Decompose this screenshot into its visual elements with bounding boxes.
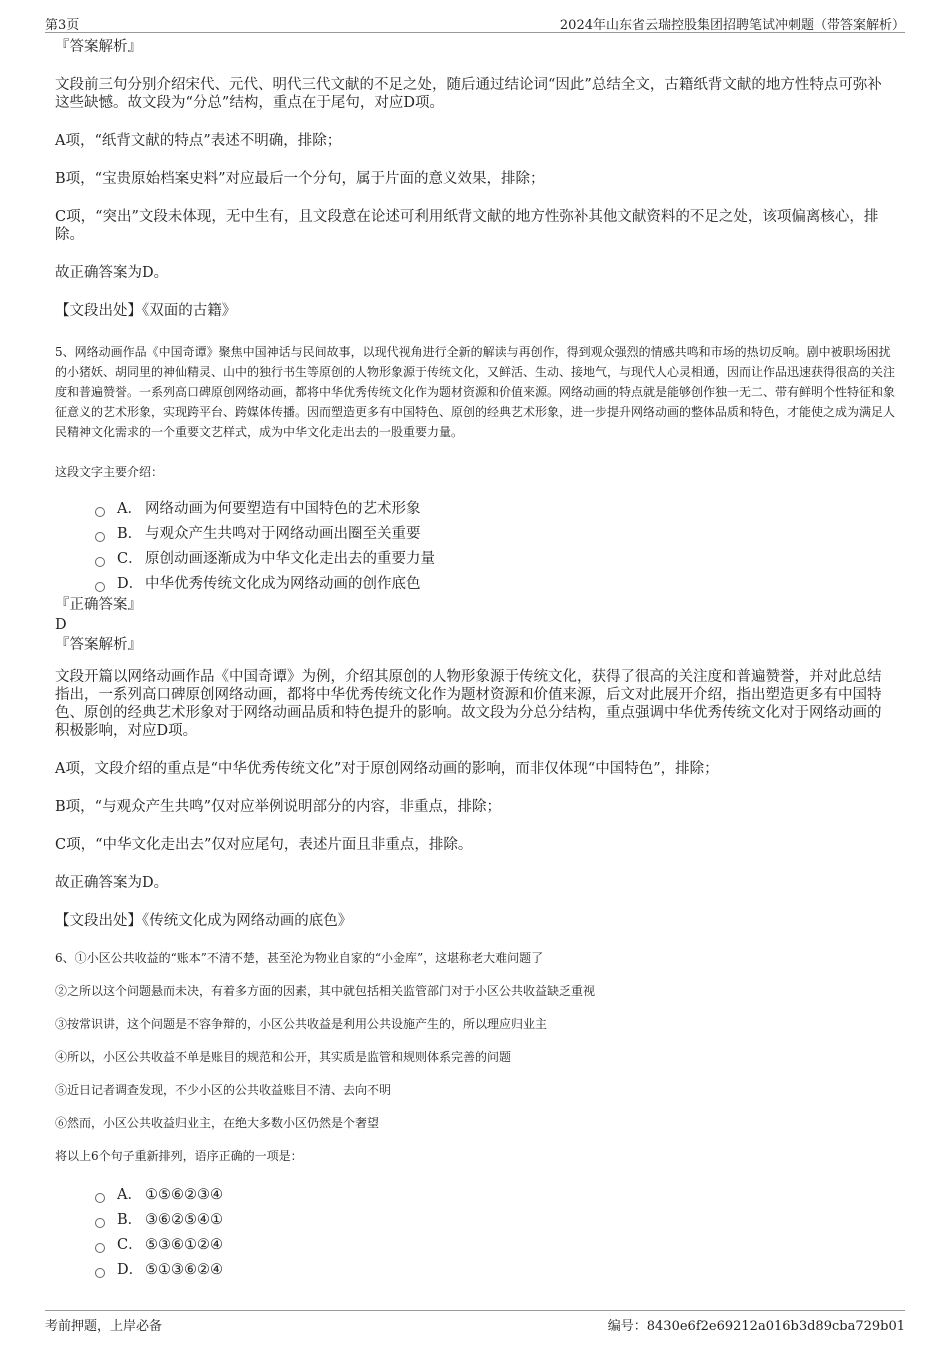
q5-option-b-note: B项，“与观众产生共鸣”仅对应举例说明部分的内容，非重点，排除； [55, 799, 501, 815]
radio-icon[interactable] [95, 1218, 105, 1228]
q5-option-a-note: A项，文段介绍的重点是“中华优秀传统文化”对于原创网络动画的影响，而非仅体现“中国特色”，排除； [55, 761, 719, 777]
q5-answer: D [55, 617, 67, 633]
q5-option-d[interactable]: D． 中华优秀传统文化成为网络动画的创作底色 [95, 575, 895, 593]
page-content [55, 38, 895, 1286]
document-id: 编号：8430e6f2e69212a016b3d89cba729b01 [607, 1319, 905, 1334]
q4-option-b-note: B项，“宝贵原始档案史料”对应最后一个分句，属于片面的意义效果，排除； [55, 171, 545, 187]
q6-sentence-5: ⑤近日记者调查发现，不少小区的公共收益账目不清、去向不明 [55, 1083, 392, 1097]
q6-sentence-6: ⑥然而，小区公共收益归业主，在绝大多数小区仍然是个奢望 [55, 1116, 380, 1130]
q4-option-a-note: A项，“纸背文献的特点”表述不明确，排除； [55, 133, 342, 149]
q5-options [95, 500, 895, 593]
q5-analysis-label: 『答案解析』 [55, 637, 142, 653]
q5-source: 【文段出处】《传统文化成为网络动画的底色》 [55, 913, 353, 929]
radio-icon[interactable] [95, 1193, 105, 1203]
q5-option-c[interactable]: C． 原创动画逐渐成为中华文化走出去的重要力量 [95, 550, 895, 568]
q4-source: 【文段出处】《双面的古籍》 [55, 303, 237, 319]
q5-option-a[interactable]: A． 网络动画为何要塑造有中国特色的艺术形象 [95, 500, 895, 518]
q6-sentence-4: ④所以，小区公共收益不单是账目的规范和公开，其实质是监管和规则体系完善的问题 [55, 1050, 512, 1064]
q4-analysis: 文段前三句分别介绍宋代、元代、明代三代文献的不足之处，随后通过结论词“因此”总结全文，古籍纸背文献的地方性特点可弥补这些缺憾。故文段为“分总”结构，重点在于尾句，对应D项。 [55, 77, 882, 111]
q5-conclusion: 故正确答案为D。 [55, 875, 169, 891]
radio-icon[interactable] [95, 1243, 105, 1253]
q6-option-d[interactable]: D． ⑤①③⑥②④ [95, 1261, 895, 1279]
page-header [45, 14, 905, 33]
radio-icon[interactable] [95, 532, 105, 542]
q6-sentence-3: ③按常识讲，这个问题是不容争辩的，小区公共收益是利用公共设施产生的，所以理应归业主 [55, 1017, 548, 1031]
page-number: 第3页 [45, 18, 80, 33]
q5-analysis: 文段开篇以网络动画作品《中国奇谭》为例，介绍其原创的人物形象源于传统文化，获得了很高的关注度和普遍赞誉，并对此总结指出，一系列高口碑原创网络动画，都将中华优秀传统文化作为题材资源和价值来源，后文对此展开介绍，指出塑造更多有中国特色、原创的经典艺术形象对于网络动画品质和特色提升的影响。故文段为分总分结构，重点强调中华优秀传统文化对于网络动画的积极影响，对应D项。 [55, 669, 882, 739]
q6-option-c[interactable]: C． ⑤③⑥①②④ [95, 1236, 895, 1254]
q6-sentence-2: ②之所以这个问题悬而未决，有着多方面的因素，其中就包括相关监管部门对于小区公共收益缺乏重视 [55, 984, 596, 998]
q5-option-b[interactable]: B． 与观众产生共鸣对于网络动画出圈至关重要 [95, 525, 895, 543]
q5-answer-label: 『正确答案』 [55, 597, 142, 613]
q6-option-b[interactable]: B． ③⑥②⑤④① [95, 1211, 895, 1229]
q4-conclusion: 故正确答案为D。 [55, 265, 169, 281]
radio-icon[interactable] [95, 1268, 105, 1278]
q4-option-c-note: C项，“突出”文段未体现，无中生有，且文段意在论述可利用纸背文献的地方性弥补其他文献资料的不足之处，该项偏离核心，排除。 [55, 209, 879, 243]
radio-icon[interactable] [95, 582, 105, 592]
q5-prompt: 这段文字主要介绍： [55, 465, 164, 479]
page-footer [45, 1310, 905, 1334]
q5-option-c-note: C项，“中华文化走出去”仅对应尾句，表述片面且非重点，排除。 [55, 837, 473, 853]
document-title: 2024年山东省云瑞控股集团招聘笔试冲刺题（带答案解析） [559, 18, 905, 33]
q4-analysis-label: 『答案解析』 [55, 39, 142, 55]
q5-stem: 5、网络动画作品《中国奇谭》聚焦中国神话与民间故事，以现代视角进行全新的解读与再创作，得到观众强烈的情感共鸣和市场的热切反响。剧中被职场困扰的小猪妖、胡同里的神仙精灵、山中的独行书生等原创的人物形象源于传统文化，又鲜活、生动、接地气，与现代人心灵相通，因而让作品迅速获得很高的关注度和普遍赞誉。一系列高口碑原创网络动画，都将中华优秀传统文化作为题材资源和价值来源。网络动画的特点就是能够创作独一无二、带有鲜明个性特征和象征意义的艺术形象，实现跨平台、跨媒体传播。因而塑造更多有中国特色、原创的经典艺术形象，进一步提升网络动画的整体品质和特色，才能使之成为满足人民精神文化需求的一个重要文艺样式，成为中华文化走出去的一股重要力量。 [55, 345, 896, 439]
radio-icon[interactable] [95, 557, 105, 567]
footer-slogan: 考前押题，上岸必备 [45, 1319, 163, 1334]
q6-sentence-1: 6、①小区公共收益的“账本”不清不楚，甚至沦为物业自家的“小金库”，这堪称老大难问题了 [55, 951, 544, 965]
q6-prompt: 将以上6个句子重新排列，语序正确的一项是： [55, 1149, 303, 1163]
q6-option-a[interactable]: A． ①⑤⑥②③④ [95, 1186, 895, 1204]
radio-icon[interactable] [95, 507, 105, 517]
q6-options [95, 1186, 895, 1279]
